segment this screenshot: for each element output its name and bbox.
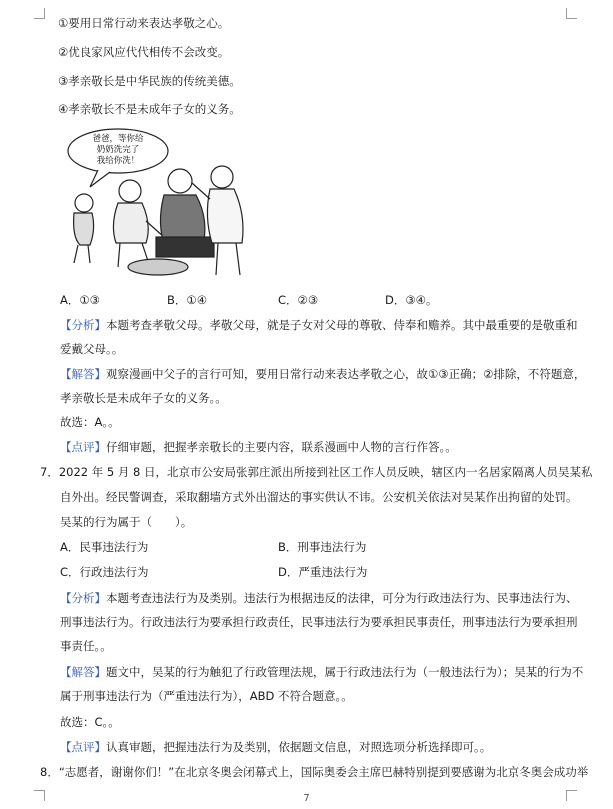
q6-comment-tag: 【点评】	[60, 440, 106, 454]
child-figure	[74, 194, 94, 263]
q7-comment: 【点评】认真审题，把握违法行为及类别，依据题文信息，对照选项分析选择即可。。	[60, 740, 492, 754]
q7-stem-line-2: 自外出。经民警调查，采取翻墙方式外出溜达的事实供认不讳。公安机关依法对吴某作出拘留的处罚。	[60, 490, 578, 504]
grandmother-figure	[156, 169, 214, 257]
statement-3: ③孝亲敬长是中华民族的传统美德。	[58, 74, 241, 88]
q6-answer-line-1: 【解答】观察漫画中父子的言行可知，要用日常行动来表达孝敬之心，故①③正确；②排除，不符题意，	[60, 367, 586, 381]
q7-stem-line-1: 7．2022 年 5 月 8 日，北京市公安局张郭庄派出所接到社区工作人员反映，辖区内一名居家隔离人员吴某私	[40, 465, 593, 479]
q6-option-c[interactable]: C．②③	[278, 293, 319, 307]
q7-option-a[interactable]: A．民事违法行为	[60, 540, 149, 554]
q7-analysis-line-2: 刑事违法行为。行政违法行为要承担行政责任，民事违法行为要承担民事责任，刑事违法行为要承担刑	[60, 615, 578, 629]
bubble-line-3: 我给你洗！	[96, 156, 140, 166]
q7-answer-line-2: 属于刑事违法行为（严重违法行为），ABD 不符合题意。。	[60, 689, 353, 703]
q7-option-d[interactable]: D．严重违法行为	[278, 565, 368, 579]
bubble-line-1: 爸爸，等你给	[92, 134, 144, 144]
q6-choice: 故选：A。。	[60, 415, 120, 429]
q7-analysis-line-3: 事责任。。	[60, 639, 112, 653]
q7-stem-line-3: 吴某的行为属于（ ）。	[60, 515, 193, 529]
q6-option-b[interactable]: B．①④	[167, 293, 208, 307]
q8-stem-line-1: 8．“志愿者，谢谢你们！”在北京冬奥会闭幕式上，国际奥委会主席巴赫特别提到要感谢为北京冬奥会成功举	[40, 765, 589, 779]
cartoon-drawing	[60, 125, 255, 285]
washbasin	[128, 259, 188, 275]
bubble-line-2: 奶奶洗完了	[96, 145, 140, 155]
q7-option-c[interactable]: C．行政违法行为	[60, 565, 149, 579]
page-number: 7	[303, 793, 310, 804]
statement-1: ①要用日常行动来表达孝敬之心。	[58, 16, 230, 30]
q6-analysis-line-1: 【分析】本题考查孝敬父母。孝敬父母，就是子女对父母的尊敬、侍奉和赡养。其中最重要的是敬重和	[60, 318, 578, 332]
speech-bubble-tail	[90, 170, 110, 187]
cartoon-illustration	[60, 125, 255, 285]
q6-answer-line-2: 孝亲敬长是未成年子女的义务。。	[60, 391, 227, 405]
q6-analysis-tag: 【分析】	[60, 318, 106, 332]
q7-analysis-line-1: 【分析】本题考查违法行为及类别。违法行为根据违反的法律，可分为行政违法行为、民事违法行为、	[60, 591, 578, 605]
crop-mark-top-right	[566, 8, 577, 19]
q6-analysis-line-2: 爱戴父母。。	[60, 342, 124, 356]
q6-option-d[interactable]: D．③④。	[385, 293, 438, 307]
q6-option-a[interactable]: A．①③	[60, 293, 100, 307]
q7-analysis-tag: 【分析】	[60, 591, 106, 605]
q7-choice: 故选：C。。	[60, 715, 120, 729]
q7-comment-tag: 【点评】	[60, 740, 106, 754]
statement-2: ②优良家风应代代相传不会改变。	[58, 45, 230, 59]
q7-answer-line-1: 【解答】题文中，吴某的行为触犯了行政管理法规，属于行政违法行为（一般违法行为）；吴某的行为不	[60, 665, 584, 679]
q7-answer-tag: 【解答】	[60, 665, 106, 679]
statement-4: ④孝亲敬长不是未成年子女的义务。	[58, 102, 241, 116]
q6-answer-tag: 【解答】	[60, 367, 106, 381]
crop-mark-top-left	[34, 8, 45, 19]
q7-option-b[interactable]: B．刑事违法行为	[278, 540, 367, 554]
q6-comment: 【点评】仔细审题，把握孝亲敬长的主要内容，联系漫画中人物的言行作答。。	[60, 440, 457, 454]
